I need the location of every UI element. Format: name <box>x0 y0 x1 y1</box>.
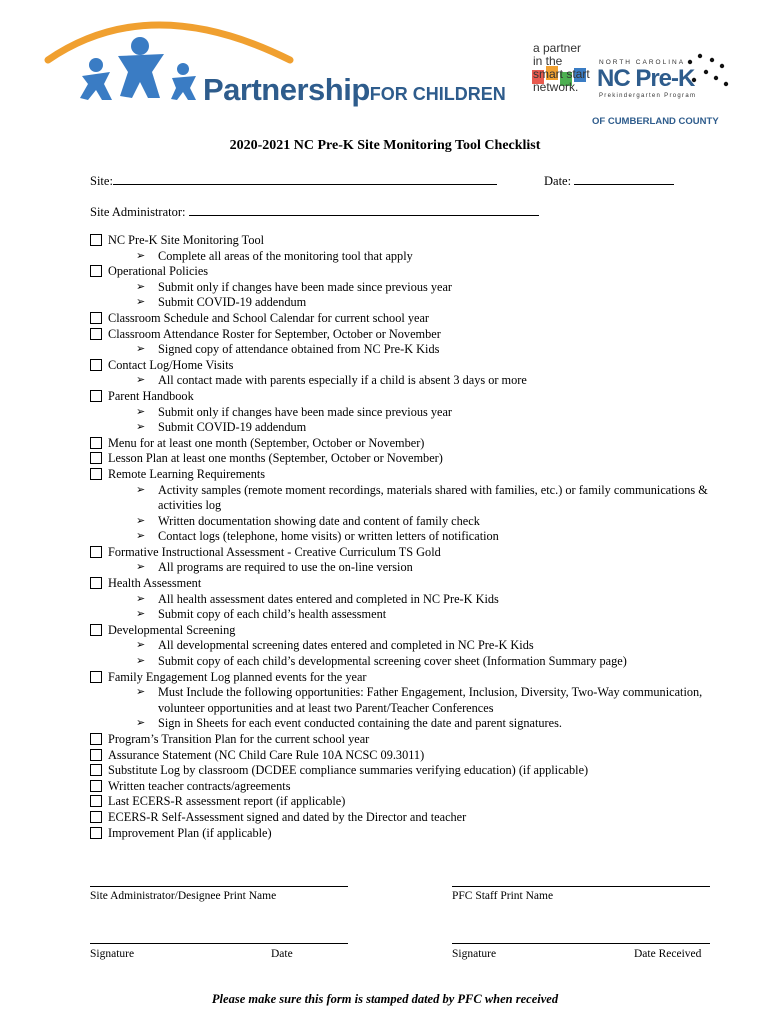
checklist-subitem-text: Submit copy of each child’s health assessment <box>158 607 387 622</box>
checklist-subitem <box>90 560 710 576</box>
checklist-subitem <box>90 638 710 654</box>
letterhead <box>0 0 770 130</box>
checklist-subitem-text: Written documentation showing date and content of family check <box>158 513 480 528</box>
checkbox[interactable] <box>90 795 102 807</box>
arrow-bullet-icon: ➢ <box>136 686 146 699</box>
checklist-item <box>90 670 710 686</box>
admin-print-line[interactable] <box>90 886 348 887</box>
checklist-subitem <box>90 514 710 530</box>
checkbox[interactable] <box>90 452 102 464</box>
arrow-bullet-icon: ➢ <box>136 249 146 262</box>
checklist-item-label: Last ECERS-R assessment report (if applicable) <box>108 794 346 809</box>
site-label: Site: <box>90 174 113 188</box>
checklist-subitem-text: Submit copy of each child’s developmental screening cover sheet (Information Summary page) <box>158 654 627 669</box>
checklist-item-label: Improvement Plan (if applicable) <box>108 825 272 840</box>
checklist-item-label: Lesson Plan at least one months (September, October or November) <box>108 451 443 466</box>
checklist-subitem-text: Complete all areas of the monitoring tool that apply <box>158 248 413 263</box>
arrow-bullet-icon: ➢ <box>136 592 146 605</box>
checklist-subitem <box>90 592 710 608</box>
checklist-subitem-text: Activity samples (remote moment recordings, materials shared with families, etc.) or family communications & activities log <box>158 482 708 513</box>
nc-state-label: NORTH CAROLINA <box>599 59 686 66</box>
checklist-item <box>90 763 710 779</box>
arrow-bullet-icon: ➢ <box>136 639 146 652</box>
checklist-item-label: Classroom Attendance Roster for September, October or November <box>108 326 441 341</box>
checkbox[interactable] <box>90 328 102 340</box>
checklist-item-label: Formative Instructional Assessment - Creative Curriculum TS Gold <box>108 544 441 559</box>
checklist-item-label: NC Pre-K Site Monitoring Tool <box>108 233 265 247</box>
checklist-item-label: Parent Handbook <box>108 388 194 403</box>
checklist-subitem-text: Submit COVID-19 addendum <box>158 295 307 310</box>
checklist-item <box>90 327 710 343</box>
arrow-bullet-icon: ➢ <box>136 655 146 668</box>
checklist-subitem <box>90 654 710 670</box>
date-label: Date: <box>544 174 572 188</box>
checklist-item <box>90 794 710 810</box>
checklist-subitem-text: All developmental screening dates entered and completed in NC Pre-K Kids <box>158 638 534 653</box>
county-label: OF CUMBERLAND COUNTY <box>592 116 719 127</box>
arrow-bullet-icon: ➢ <box>136 483 146 496</box>
arrow-bullet-icon: ➢ <box>136 280 146 293</box>
checkbox[interactable] <box>90 749 102 761</box>
checkbox[interactable] <box>90 437 102 449</box>
checklist-item <box>90 467 710 483</box>
arrow-bullet-icon: ➢ <box>136 296 146 309</box>
checklist-item-label: Substitute Log by classroom (DCDEE compliance summaries verifying education) (if applicable) <box>108 763 589 778</box>
checklist-item-label: Operational Policies <box>108 264 209 279</box>
checkbox[interactable] <box>90 312 102 324</box>
checklist-subitem-text: Signed copy of attendance obtained from NC Pre-K Kids <box>158 342 440 357</box>
checklist-item-label: ECERS-R Self-Assessment signed and dated by the Director and teacher <box>108 809 467 824</box>
signature-line-left[interactable] <box>90 943 348 944</box>
smart-start-tagline <box>533 42 601 94</box>
nc-prek-logo-text: NC Pre-K <box>597 65 695 92</box>
checklist-subitem <box>90 405 710 421</box>
site-input-line[interactable] <box>113 172 497 185</box>
checklist-subitem <box>90 280 710 296</box>
checklist-subitem <box>90 607 710 623</box>
checklist-item-label: Menu for at least one month (September, October or November) <box>108 435 425 450</box>
signature-label-right: Signature <box>452 948 497 960</box>
partner-line: network. <box>533 80 579 94</box>
checklist-subitem-text: All health assessment dates entered and completed in NC Pre-K Kids <box>158 591 499 606</box>
admin-label: Site Administrator: <box>90 205 186 219</box>
checklist-item <box>90 779 710 795</box>
checklist-item <box>90 826 710 842</box>
checklist-item-label: Developmental Screening <box>108 622 236 637</box>
arrow-bullet-icon: ➢ <box>136 514 146 527</box>
checklist-subitem <box>90 420 710 436</box>
checklist-item <box>90 545 710 561</box>
checklist-subitem <box>90 483 710 514</box>
checklist-subitem <box>90 342 710 358</box>
checklist-item <box>90 748 710 764</box>
checklist-item-label: Assurance Statement (NC Child Care Rule 10A NCSC 09.3011) <box>108 747 425 762</box>
signature-line-right[interactable] <box>452 943 710 944</box>
checklist-subitem-text: Sign in Sheets for each event conducted containing the date and parent signatures. <box>158 716 562 731</box>
checkbox[interactable] <box>90 827 102 839</box>
checkbox[interactable] <box>90 811 102 823</box>
arrow-bullet-icon: ➢ <box>136 717 146 730</box>
checklist-subitem-text: Submit COVID-19 addendum <box>158 420 307 435</box>
checklist-subitem-text: Submit only if changes have been made since previous year <box>158 279 453 294</box>
checklist-item-label: Classroom Schedule and School Calendar for current school year <box>108 310 429 325</box>
checklist-item <box>90 233 710 249</box>
checklist-subitem <box>90 529 710 545</box>
checklist-subitem <box>90 716 710 732</box>
checklist-item <box>90 732 710 748</box>
checklist-item-label: Health Assessment <box>108 576 202 591</box>
checklist-item <box>90 389 710 405</box>
checklist-item-label: Family Engagement Log planned events for the year <box>108 669 367 684</box>
arrow-bullet-icon: ➢ <box>136 561 146 574</box>
checklist-item <box>90 623 710 639</box>
checkbox[interactable] <box>90 234 102 246</box>
checklist-subitem-text: All programs are required to use the on-line version <box>158 560 413 575</box>
checkbox[interactable] <box>90 764 102 776</box>
checklist-subitem <box>90 295 710 311</box>
footer-note: Please make sure this form is stamped dated by PFC when received <box>211 992 559 1006</box>
date-field <box>544 172 674 189</box>
checkbox[interactable] <box>90 733 102 745</box>
checkbox[interactable] <box>90 359 102 371</box>
checklist-item <box>90 264 710 280</box>
partner-line: a partner <box>533 41 582 55</box>
checklist-item-label: Remote Learning Requirements <box>108 466 266 481</box>
checklist-item-label: Written teacher contracts/agreements <box>108 778 291 793</box>
pfc-print-label: PFC Staff Print Name <box>452 890 554 902</box>
signature-label-left: Signature <box>90 948 135 960</box>
checkbox[interactable] <box>90 671 102 683</box>
checklist-subitem-text: All contact made with parents especially if a child is absent 3 days or more <box>158 373 527 388</box>
nc-program-label: Prekindergarten Program <box>599 93 697 99</box>
checklist-item <box>90 358 710 374</box>
arrow-bullet-icon: ➢ <box>136 343 146 356</box>
partner-line: smart start <box>533 67 590 81</box>
checklist-item <box>90 436 710 452</box>
checkbox[interactable] <box>90 265 102 277</box>
checklist-subitem-text: Contact logs (telephone, home visits) or written letters of notification <box>158 529 499 544</box>
checklist-item <box>90 451 710 467</box>
checkbox[interactable] <box>90 390 102 402</box>
checklist-item-label: Program’s Transition Plan for the current school year <box>108 732 370 746</box>
admin-input-line[interactable] <box>189 203 539 216</box>
checklist-subitem-text: Must Include the following opportunities: Father Engagement, Inclusion, Diversity, Two-Way communication, volunteer opportunities and at least two Parent/Teacher Conferences <box>158 685 703 715</box>
checklist-item <box>90 810 710 826</box>
arrow-bullet-icon: ➢ <box>136 608 146 621</box>
checkbox[interactable] <box>90 624 102 636</box>
checkbox[interactable] <box>90 780 102 792</box>
page-title: 2020-2021 NC Pre-K Site Monitoring Tool Checklist <box>229 138 541 153</box>
date-label-left: Date <box>271 948 293 960</box>
checklist-subitem-text: Submit only if changes have been made since previous year <box>158 404 453 419</box>
date-received-label: Date Received <box>634 948 702 960</box>
arrow-bullet-icon: ➢ <box>136 374 146 387</box>
admin-print-label: Site Administrator/Designee Print Name <box>90 890 277 902</box>
checklist-item <box>90 576 710 592</box>
checklist-item-label: Contact Log/Home Visits <box>108 357 234 372</box>
checkbox[interactable] <box>90 577 102 589</box>
partner-line: in the <box>533 54 563 68</box>
checkbox[interactable] <box>90 468 102 480</box>
site-field <box>90 172 497 189</box>
checklist <box>90 233 710 841</box>
checklist-subitem <box>90 373 710 389</box>
checklist-subitem <box>90 685 710 716</box>
arrow-bullet-icon: ➢ <box>136 421 146 434</box>
admin-field <box>90 203 539 220</box>
checklist-item <box>90 311 710 327</box>
date-input-line[interactable] <box>574 172 674 185</box>
checkbox[interactable] <box>90 546 102 558</box>
arrow-bullet-icon: ➢ <box>136 530 146 543</box>
org-name <box>203 72 506 108</box>
checklist-subitem <box>90 249 710 265</box>
org-for: FOR CHILDREN <box>369 84 506 104</box>
arrow-bullet-icon: ➢ <box>136 405 146 418</box>
org-main: Partnership <box>203 72 370 107</box>
pfc-print-line[interactable] <box>452 886 710 887</box>
